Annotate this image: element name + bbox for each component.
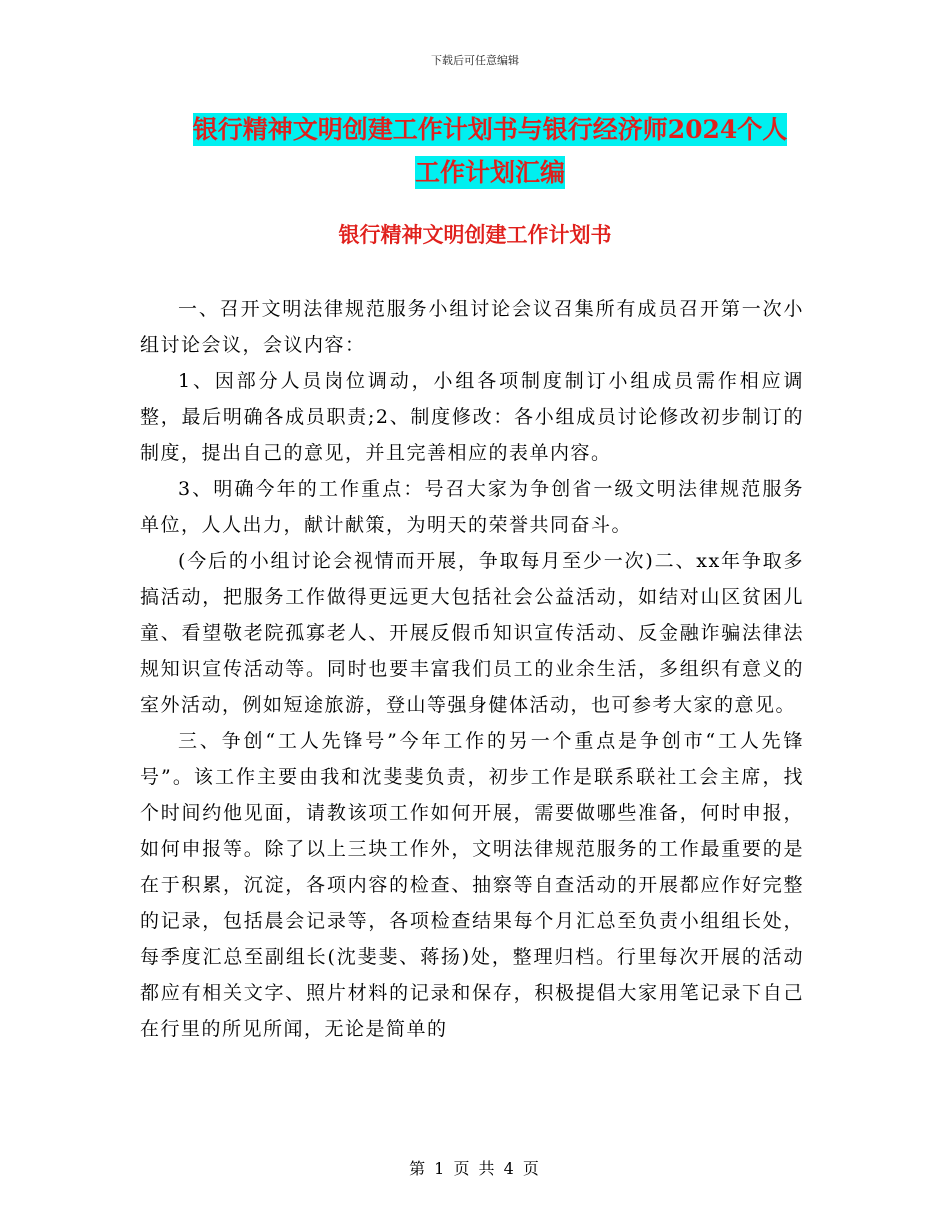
- paragraph: 1、因部分人员岗位调动，小组各项制度制订小组成员需作相应调整，最后明确各成员职责;2、制度修改：各小组成员讨论修改初步制订的制度，提出自己的意见，并且完善相应的表单内容。: [140, 370, 804, 464]
- paragraph: 3、明确今年的工作重点：号召大家为争创省一级文明法律规范服务单位，人人出力，献计献策，为明天的荣誉共同奋斗。: [140, 478, 804, 536]
- page-number-footer: 第 1 页 共 4 页: [409, 1159, 541, 1178]
- body-text: [140, 291, 804, 1047]
- document-title: [140, 108, 840, 194]
- title-line-2: 工作计划汇编: [414, 158, 565, 187]
- paragraph: 三、争创“工人先锋号”今年工作的另一个重点是争创市“工人先锋号”。该工作主要由我和沈斐斐负责，初步工作是联系联社工会主席，找个时间约他见面，请教该项工作如何开展，需要做哪些准备，何时申报，如何申报等。除了以上三块工作外，文明法律规范服务的工作最重要的是在于积累，沉淀，各项内容的检查、抽察等自查活动的开展都应作好完整的记录，包括晨会记录等，各项检查结果每个月汇总至负责小组组长处，每季度汇总至副组长(沈斐斐、蒋扬)处，整理归档。行里每次开展的活动都应有相关文字、照片材料的记录和保存，积极提倡大家用笔记录下自己在行里的所见所闻，无论是简单的: [140, 730, 804, 1040]
- paragraph: (今后的小组讨论会视情而开展，争取每月至少一次)二、xx年争取多搞活动，把服务工作做得更远更大包括社会公益活动，如结对山区贫困儿童、看望敬老院孤寡老人、开展反假币知识宣传活动、反金融诈骗法律法规知识宣传活动等。同时也要丰富我们员工的业余生活，多组织有意义的室外活动，例如短途旅游，登山等强身健体活动，也可参考大家的意见。: [140, 550, 804, 716]
- section-title: 银行精神文明创建工作计划书: [338, 222, 612, 247]
- title-line-1: 银行精神文明创建工作计划书与银行经济师2024个人: [192, 115, 788, 144]
- paragraph: 一、召开文明法律规范服务小组讨论会议召集所有成员召开第一次小组讨论会议，会议内容：: [140, 298, 804, 356]
- header-note: 下载后可任意编辑: [431, 54, 519, 67]
